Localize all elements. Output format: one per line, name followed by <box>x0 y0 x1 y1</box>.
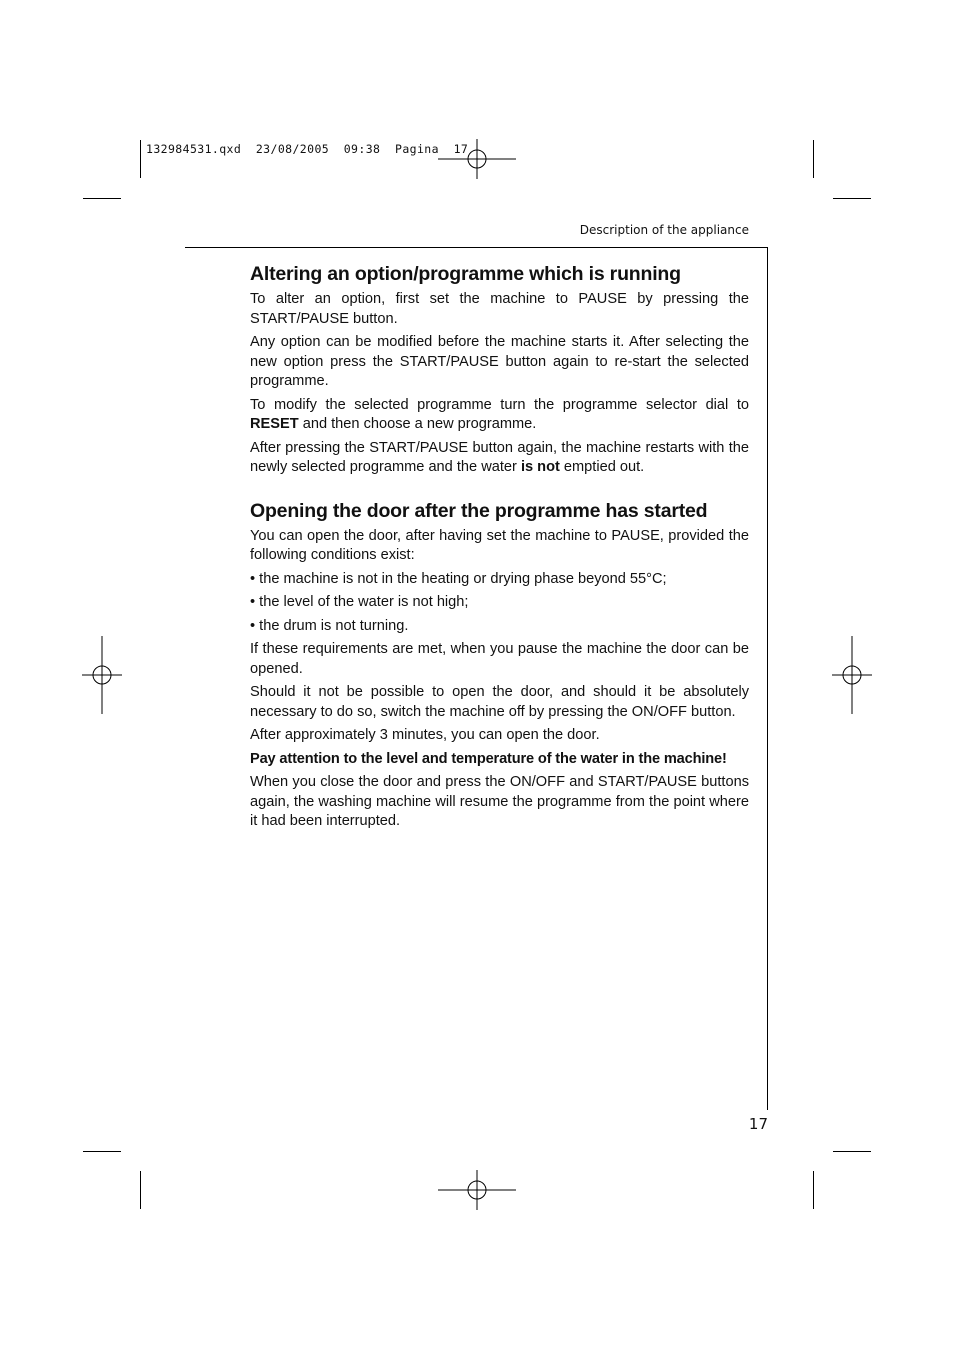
page-number: 17 <box>748 1115 768 1133</box>
registration-mark-icon <box>82 636 122 714</box>
crop-mark <box>83 198 121 199</box>
paragraph: After pressing the START/PAUSE button again, the machine restarts with the newly selected programme and the water is not emptied out. <box>250 439 749 475</box>
list-item: • the drum is not turning. <box>250 617 409 634</box>
warning-text: Pay attention to the level and temperature of the water in the machine! <box>250 750 727 767</box>
margin-rule <box>767 247 768 1110</box>
paragraph: To alter an option, first set the machine to PAUSE by pressing the START/PAUSE button. <box>250 291 749 327</box>
crop-mark <box>83 1151 121 1152</box>
registration-mark-icon <box>832 636 872 714</box>
list-item: • the machine is not in the heating or drying phase beyond 55°C; <box>250 570 667 587</box>
paragraph: If these requirements are met, when you pause the machine the door can be opened. <box>250 641 749 677</box>
paragraph: When you close the door and press the ON/OFF and START/PAUSE buttons again, the washing machine will resume the programme from the point where it had been interrupted. <box>250 774 749 829</box>
paragraph: Should it not be possible to open the door, and should it be absolutely necessary to do so, switch the machine off by pressing the ON/OFF button. <box>250 684 749 720</box>
paragraph: To modify the selected programme turn the programme selector dial to RESET and then choose a new programme. <box>250 396 749 432</box>
page-content <box>250 262 749 836</box>
running-head: Description of the appliance <box>579 223 749 237</box>
is-not-emphasis: is not <box>520 459 560 475</box>
crop-mark <box>140 140 141 178</box>
list-item: • the level of the water is not high; <box>250 594 469 610</box>
paragraph: After approximately 3 minutes, you can open the door. <box>250 727 600 743</box>
crop-mark <box>833 198 871 199</box>
section-heading: Altering an option/programme which is running <box>250 263 681 285</box>
paragraph: You can open the door, after having set the machine to PAUSE, provided the following conditions exist: <box>250 527 749 563</box>
header-rule <box>185 247 768 248</box>
file-slug: 132984531.qxd 23/08/2005 09:38 Pagina 17 <box>146 142 469 156</box>
crop-mark <box>813 1171 814 1209</box>
paragraph: Any option can be modified before the machine starts it. After selecting the new option press the START/PAUSE button again to re-start the selected programme. <box>250 334 749 389</box>
crop-mark <box>833 1151 871 1152</box>
crop-mark <box>140 1171 141 1209</box>
section-heading: Opening the door after the programme has started <box>250 499 708 522</box>
reset-keyword: RESET <box>250 416 299 432</box>
registration-mark-icon <box>438 1170 516 1210</box>
crop-mark <box>813 140 814 178</box>
